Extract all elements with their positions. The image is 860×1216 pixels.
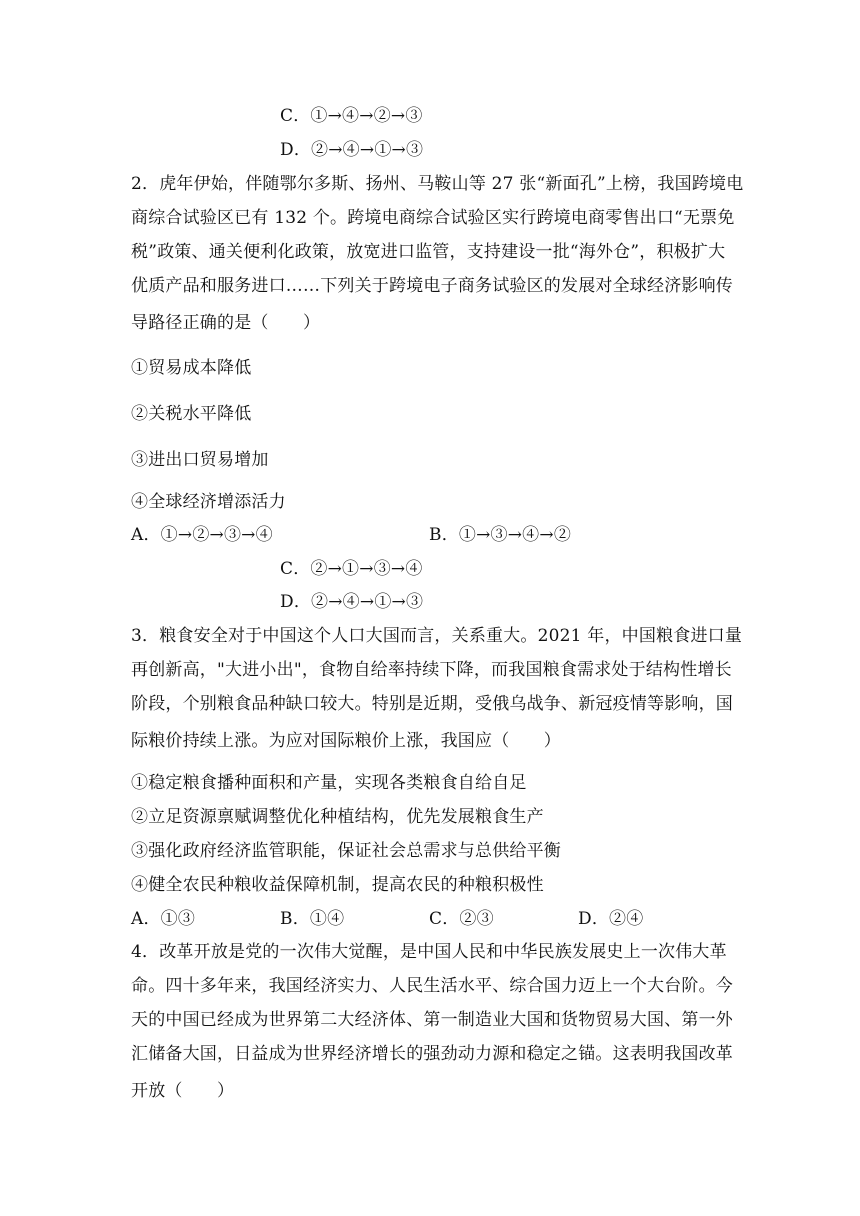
q2-stem-line-4: 优质产品和服务进口……下列关于跨境电子商务试验区的发展对全球经济影响传 [131, 276, 733, 296]
q4-stem-line-3: 天的中国已经成为世界第二大经济体、第一制造业大国和货物贸易大国、第一外 [131, 1010, 733, 1030]
q2-item-3: ③进出口贸易增加 [131, 450, 269, 470]
q2-stem-line-3: 税”政策、通关便利化政策，放宽进口监管，支持建设一批“海外仓”，积极扩大 [131, 242, 726, 262]
q3-stem-line-2: 再创新高，"大进小出"，食物自给率持续下降，而我国粮食需求处于结构性增长 [131, 660, 732, 680]
q3-option-d: D．②④ [578, 909, 644, 929]
q1-option-c: C．①→④→②→③ [280, 106, 423, 126]
q4-stem-line-5: 开放（ ） [131, 1081, 235, 1101]
q1-option-d: D．②→④→①→③ [280, 140, 424, 160]
q2-item-2: ②关税水平降低 [131, 404, 252, 424]
q2-item-4: ④全球经济增添活力 [131, 492, 286, 512]
q3-item-4: ④健全农民种粮收益保障机制，提高农民的种粮积极性 [131, 875, 544, 895]
q3-option-c: C．②③ [429, 909, 494, 929]
q3-option-a: A．①③ [131, 909, 196, 929]
q2-option-b: B．①→③→④→② [429, 525, 572, 545]
q3-stem-line-3: 阶段，个别粮食品种缺口较大。特别是近期，受俄乌战争、新冠疫情等影响，国 [131, 694, 733, 714]
q2-item-1: ①贸易成本降低 [131, 358, 252, 378]
q3-stem-line-1: 3．粮食安全对于中国这个人口大国而言，关系重大。2021 年，中国粮食进口量 [131, 626, 743, 646]
q2-stem-line-5: 导路径正确的是（ ） [131, 313, 321, 333]
q2-stem-line-2: 商综合试验区已有 132 个。跨境电商综合试验区实行跨境电商零售出口“无票免 [131, 208, 735, 228]
q3-item-3: ③强化政府经济监管职能，保证社会总需求与总供给平衡 [131, 841, 561, 861]
q3-option-b: B．①④ [280, 909, 345, 929]
q3-item-2: ②立足资源禀赋调整优化种植结构，优先发展粮食生产 [131, 807, 544, 827]
q3-stem-line-4: 际粮价持续上涨。为应对国际粮价上涨，我国应（ ） [131, 731, 561, 751]
q2-option-d: D．②→④→①→③ [280, 592, 424, 612]
q4-stem-line-2: 命。四十多年来，我国经济实力、人民生活水平、综合国力迈上一个大台阶。今 [131, 976, 733, 996]
q2-option-a: A．①→②→③→④ [131, 525, 273, 545]
q4-stem-line-4: 汇储备大国，日益成为世界经济增长的强劲动力源和稳定之锚。这表明我国改革 [131, 1044, 733, 1064]
q2-option-c: C．②→①→③→④ [280, 559, 423, 579]
q4-stem-line-1: 4．改革开放是党的一次伟大觉醒，是中国人民和中华民族发展史上一次伟大革 [131, 942, 727, 962]
q3-item-1: ①稳定粮食播种面积和产量，实现各类粮食自给自足 [131, 773, 527, 793]
q2-stem-line-1: 2．虎年伊始，伴随鄂尔多斯、扬州、马鞍山等 27 张“新面孔”上榜，我国跨境电 [131, 174, 744, 194]
